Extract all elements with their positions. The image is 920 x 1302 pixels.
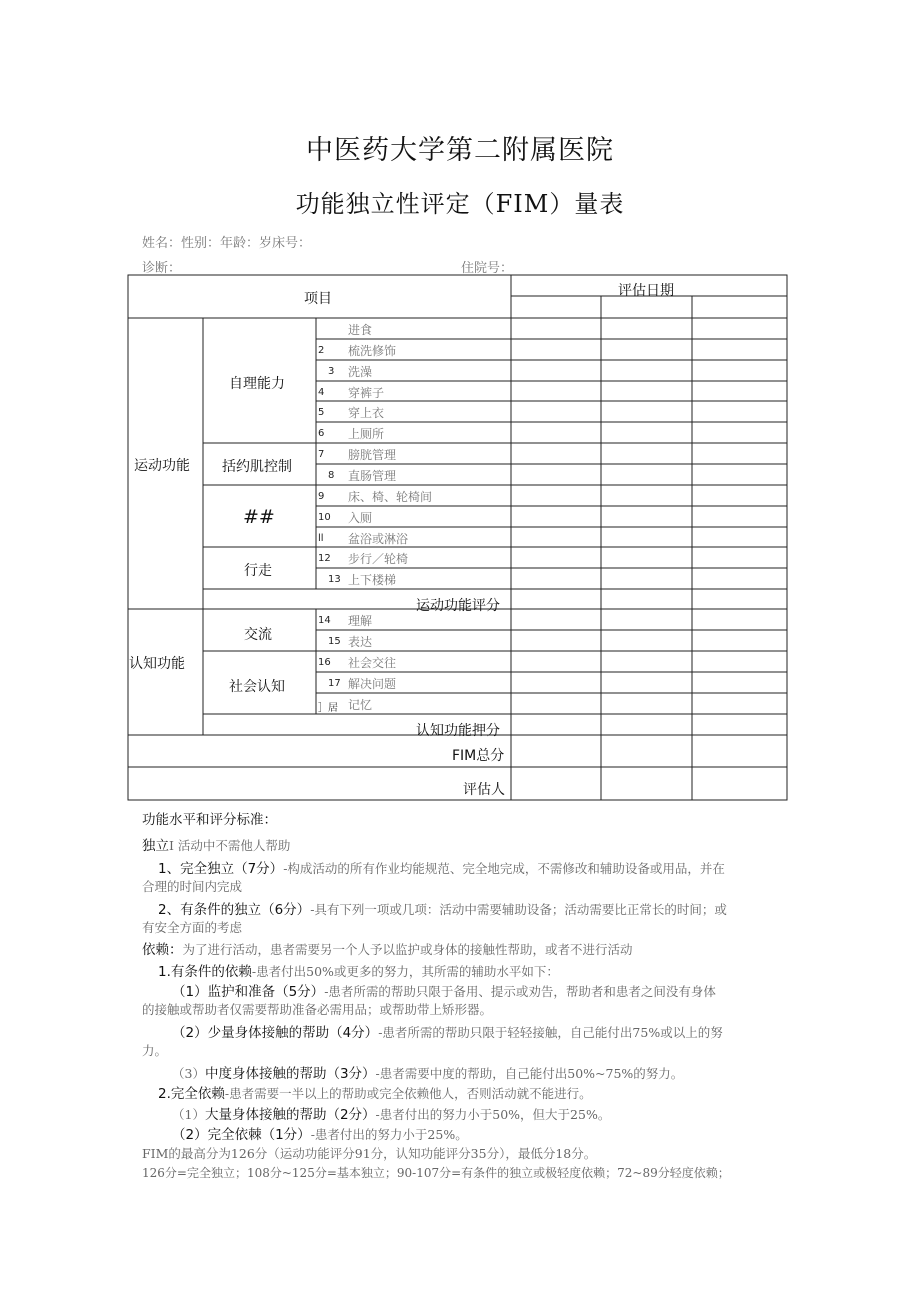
item-number: 4 [318,386,325,398]
total-assistance-line: （2）完全依棘（1分）-患者付出的努力小于25%。 [172,1127,468,1143]
conditional-dependence-line: 1.有条件的依赖-患者付出50%或更多的努力，其所需的辅助水平如下： [158,964,559,980]
item-number: 14 [318,615,331,626]
item-number: 6 [318,428,325,440]
item-number: 7 [318,449,325,461]
item-name: 盆浴或淋浴 [348,531,409,546]
communication-label: 交流 [244,627,272,643]
grading-line: 126分=完全独立；108分~125分=基本独立；90-107分=有条件的独立或极轻度依赖；72~89分轻度依赖； [142,1166,730,1180]
admission-number-label: 住院号： [461,261,514,276]
dependent-line: 依赖：为了进行活动，患者需要另一个人予以监护或身体的接触性帮助，或者不进行活动 [142,942,633,958]
item-name: 直肠管理 [348,468,397,483]
sphincter-control-label: 括约肌控制 [222,459,292,475]
complete-independence-line: 1、完全独立（7分）-构成活动的所有作业均能规范、完全地完成，不需修改和辅助设备或用品，并在 [158,861,725,877]
item-number: 16 [318,657,331,668]
hospital-title: 中医药大学第二附属医院 [306,135,614,166]
item-name: 梳洗修饰 [348,343,397,358]
complete-independence-cont: 合理的时间内完成 [142,879,243,894]
item-name: 步行／轮椅 [348,552,409,567]
walking-label: 行走 [244,563,272,579]
item-name: 表达 [348,635,373,649]
form-title: 功能独立性评定（FIM）量表 [295,190,625,218]
item-number: 12 [318,553,331,565]
item-number: 8 [328,469,335,481]
item-number: 17 [328,678,341,689]
item-name: 穿上衣 [348,406,385,421]
patient-info-line: 姓名：性别：年龄：岁床号： [142,236,312,251]
supervision-line: （1）监护和准备（5分）-患者所需的帮助只限于备用、提示或劝告，帮助者和患者之间没有身体 [172,984,716,1000]
item-name: 上下楼梯 [348,573,397,588]
item-header: 项目 [304,291,332,307]
criteria-heading: 功能水平和评分标准： [142,812,277,828]
item-number: 15 [328,636,341,647]
item-name: 洗澡 [348,364,373,379]
modified-independence-cont: 有安全方面的考虑 [142,920,243,935]
item-name: 解决问题 [348,677,397,691]
complete-dependence-line: 2.完全依赖-患者需要一半以上的帮助或完全依赖他人，否则活动就不能进行。 [158,1086,592,1102]
assessor-label: 评估人 [463,782,505,798]
item-number: ］居 [318,703,338,714]
item-number: 3 [328,365,335,377]
modified-independence-line: 2、有条件的独立（6分）-具有下列一项或几项：活动中需要辅助设备；活动需要比正常长的时间；或 [158,902,727,918]
item-number: 10 [318,511,331,523]
independent-line: 独立I 活动中不需他人帮助 [142,838,291,854]
item-number: 5 [318,407,325,419]
motor-function-label: 运动功能 [134,458,190,474]
item-name: 上厕所 [348,427,385,442]
diagnosis-label: 诊断： [142,261,182,276]
supervision-cont: 的接触或帮助者仅需要帮助准备必需用品；或帮助带上矫形器。 [142,1002,493,1017]
item-number: 13 [328,574,341,586]
minimal-contact-line: （2）少量身体接触的帮助（4分）-患者所需的帮助只限于轻轻接触，自己能付出75%或以上的努 [172,1025,723,1041]
item-name: 社会交往 [348,656,397,670]
self-care-label: 自理能力 [229,376,285,392]
item-name: 理解 [348,614,373,628]
item-name: 穿裤子 [348,385,385,400]
cognitive-function-label: 认知功能 [129,656,185,672]
moderate-contact-line: （3）中度身体接触的帮助（3分）-患者需要中度的帮助，自己能付出50%~75%的努力。 [172,1066,684,1082]
item-name: 入厕 [348,510,373,525]
item-number: 9 [318,490,325,502]
item-name: 记忆 [348,698,373,712]
minimal-contact-cont: 力。 [142,1043,168,1058]
motor-score-label: 运动功能评分 [416,598,500,614]
item-name: 膀胱管理 [348,448,397,463]
item-name: 进食 [348,323,373,337]
item-number: ll [318,532,324,544]
fim-total-label: FIM总分 [452,748,505,764]
item-number: 2 [318,344,325,356]
social-cognition-label: 社会认知 [229,679,285,695]
maximal-contact-line: （1）大量身体接触的帮助（2分）-患者付出的努力小于50%，但大于25%。 [172,1107,611,1123]
item-name: 床、椅、轮椅间 [348,489,433,504]
transfer-label: ## [243,506,275,528]
assessment-date-header: 评估日期 [618,283,674,299]
cognitive-score-label: 认知功能押分 [416,723,500,739]
max-score-line: FIM的最高分为126分（运动功能评分91分，认知功能评分35分），最低分18分。 [142,1146,597,1161]
